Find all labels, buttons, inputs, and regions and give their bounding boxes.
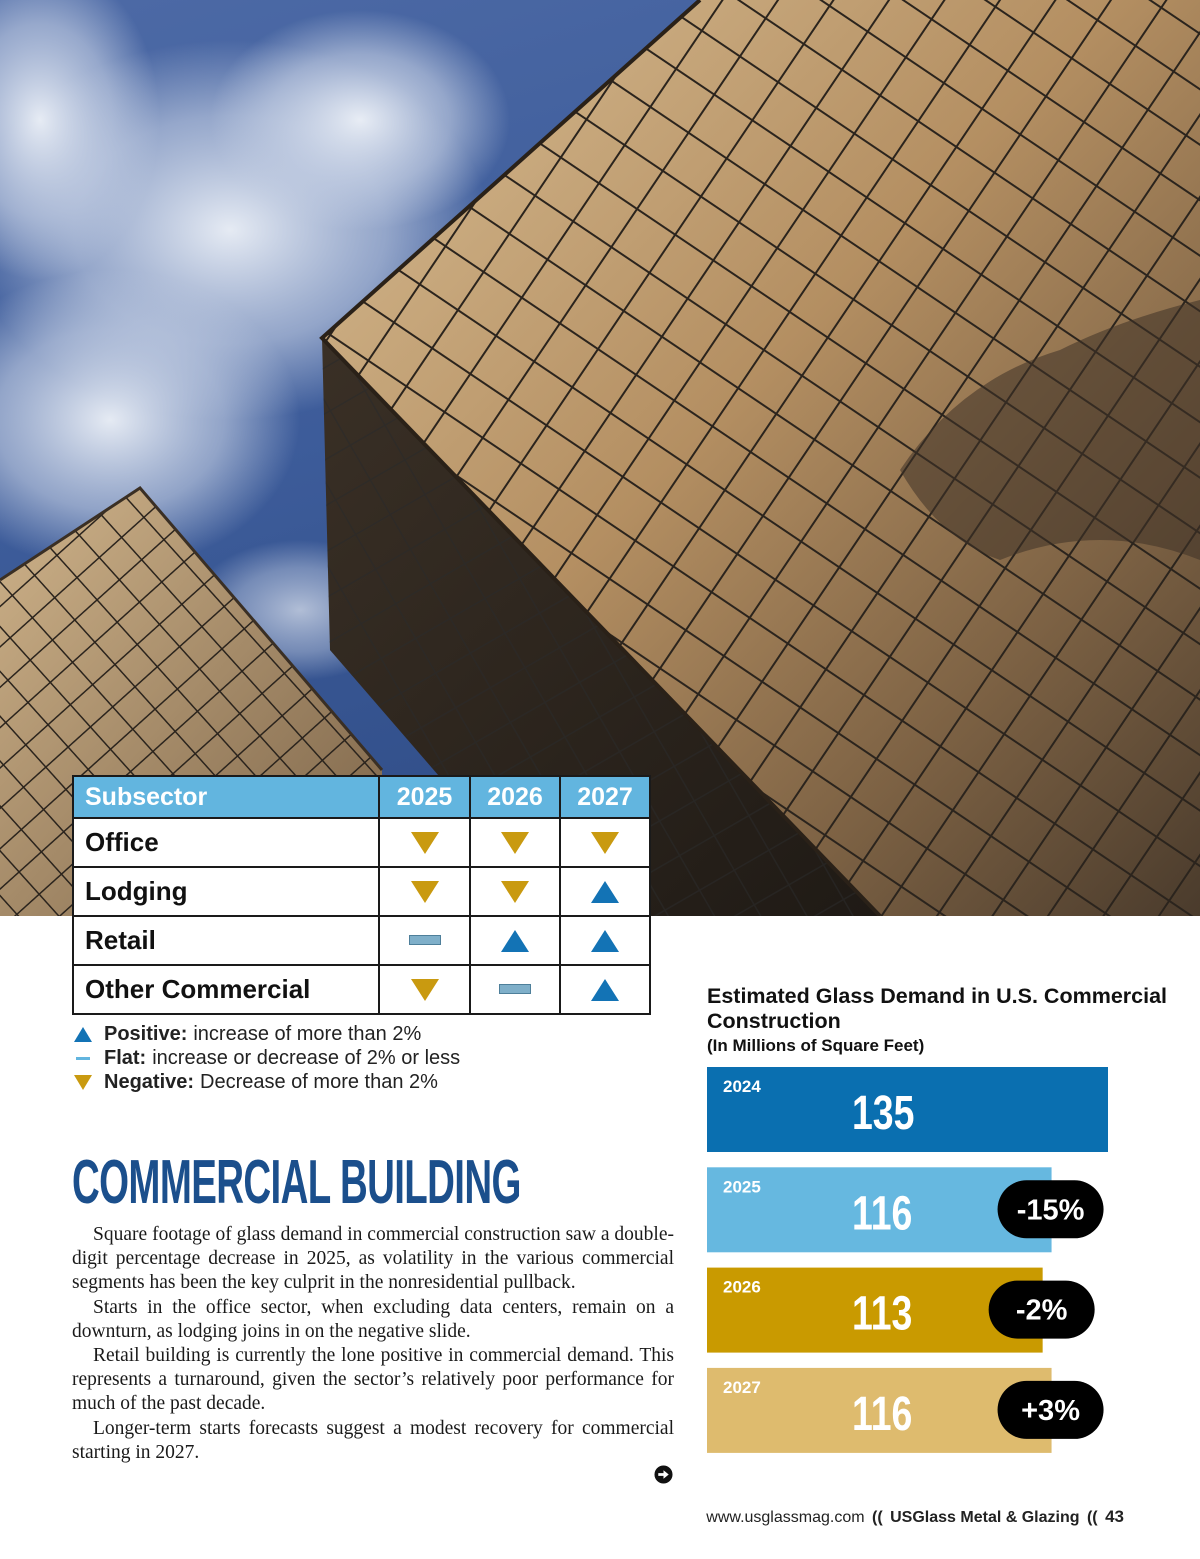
triangle-down-icon [411, 832, 439, 854]
bar-value-label: 113 [852, 1287, 913, 1341]
page-footer [706, 1507, 1124, 1527]
triangle-up-icon [591, 979, 619, 1001]
bar-category-label: 2024 [723, 1077, 761, 1096]
trend-cell [379, 965, 470, 1014]
article-paragraph: Longer-term starts forecasts suggest a modest recovery for commercial starting in 2027. [72, 1417, 674, 1463]
subsector-table [72, 775, 651, 1015]
legend-item [74, 1046, 460, 1070]
triangle-up-icon [501, 930, 529, 952]
trend-cell [470, 965, 560, 1014]
trend-cell [379, 818, 470, 867]
table-row [73, 818, 650, 867]
article-paragraph: Starts in the office sector, when excluding data centers, remain on a downturn, as lodging joins in on the negative slide. [72, 1296, 674, 1342]
chart-title: Estimated Glass Demand in U.S. Commercial Construction [707, 984, 1168, 1033]
trend-cell [560, 916, 650, 965]
trend-cell [560, 965, 650, 1014]
header-2027: 2027 [560, 776, 650, 818]
arrow-right-circle-icon[interactable] [654, 1465, 673, 1484]
trend-cell [379, 867, 470, 916]
footer-separator: (( [872, 1509, 883, 1526]
bar-value-label: 116 [852, 1186, 913, 1241]
legend-text: Decrease of more than 2% [200, 1071, 438, 1093]
triangle-down-icon [501, 832, 529, 854]
triangle-down-icon [591, 832, 619, 854]
dash-icon [499, 984, 531, 994]
subsector-name: Office [73, 818, 379, 867]
table-row [73, 916, 650, 965]
trend-cell [379, 916, 470, 965]
footer-site: www.usglassmag.com [706, 1509, 865, 1526]
glass-demand-chart [700, 1060, 1140, 1460]
change-badge-label: +3% [1021, 1394, 1080, 1427]
header-subsector: Subsector [73, 776, 379, 818]
article-paragraph: Retail building is currently the lone positive in commercial demand. This represents a turnaround, given the sector’s relatively poor performance for much of the past decade. [72, 1345, 674, 1415]
bar-category-label: 2027 [723, 1377, 761, 1397]
header-2026: 2026 [470, 776, 560, 818]
triangle-down-icon [411, 881, 439, 903]
subsector-name: Lodging [73, 867, 379, 916]
legend-symbol [74, 1057, 104, 1060]
legend-term: Positive: [104, 1023, 188, 1045]
dash-icon [409, 935, 441, 945]
legend-item [74, 1022, 460, 1046]
legend-item [74, 1070, 460, 1094]
article-paragraph: Square footage of glass demand in commercial construction saw a double-digit percentage decrease in 2025, as volatility in the various commercial segments has been the key culprit in the nonresidential pullback. [72, 1224, 674, 1294]
bar-category-label: 2026 [723, 1277, 761, 1297]
trend-legend [74, 1022, 460, 1094]
trend-cell [560, 818, 650, 867]
triangle-up-icon [591, 881, 619, 903]
header-2025: 2025 [379, 776, 470, 818]
legend-symbol [74, 1027, 104, 1042]
table-header-row [73, 776, 650, 818]
triangle-down-icon [411, 979, 439, 1001]
trend-cell [470, 818, 560, 867]
trend-cell [470, 867, 560, 916]
bar-value-label: 135 [852, 1086, 915, 1141]
bar-value-label: 116 [852, 1387, 913, 1442]
chart-title-block [707, 984, 1200, 1058]
section-headline: COMMERCIAL BUILDING [72, 1148, 521, 1217]
table-row [73, 965, 650, 1014]
triangle-down-icon [74, 1075, 92, 1090]
legend-term: Negative: [104, 1071, 195, 1093]
legend-term: Flat: [104, 1047, 147, 1069]
legend-text: increase or decrease of 2% or less [152, 1047, 461, 1069]
triangle-down-icon [501, 881, 529, 903]
footer-separator: (( [1086, 1509, 1098, 1526]
subsector-name: Other Commercial [73, 965, 379, 1014]
legend-text: increase of more than 2% [193, 1023, 422, 1045]
trend-cell [470, 916, 560, 965]
trend-cell [560, 867, 650, 916]
bar-category-label: 2025 [723, 1177, 761, 1197]
table-row [73, 867, 650, 916]
page-number: 43 [1105, 1507, 1124, 1526]
change-badge-label: -2% [1015, 1294, 1068, 1327]
legend-symbol [74, 1075, 104, 1090]
dash-icon [76, 1057, 90, 1060]
change-badge-label: -15% [1016, 1194, 1085, 1227]
chart-subtitle: (In Millions of Square Feet) [707, 1036, 925, 1055]
article-body [72, 1223, 674, 1465]
triangle-up-icon [591, 930, 619, 952]
footer-publication: USGlass Metal & Glazing [890, 1509, 1080, 1526]
triangle-up-icon [74, 1027, 92, 1042]
subsector-name: Retail [73, 916, 379, 965]
